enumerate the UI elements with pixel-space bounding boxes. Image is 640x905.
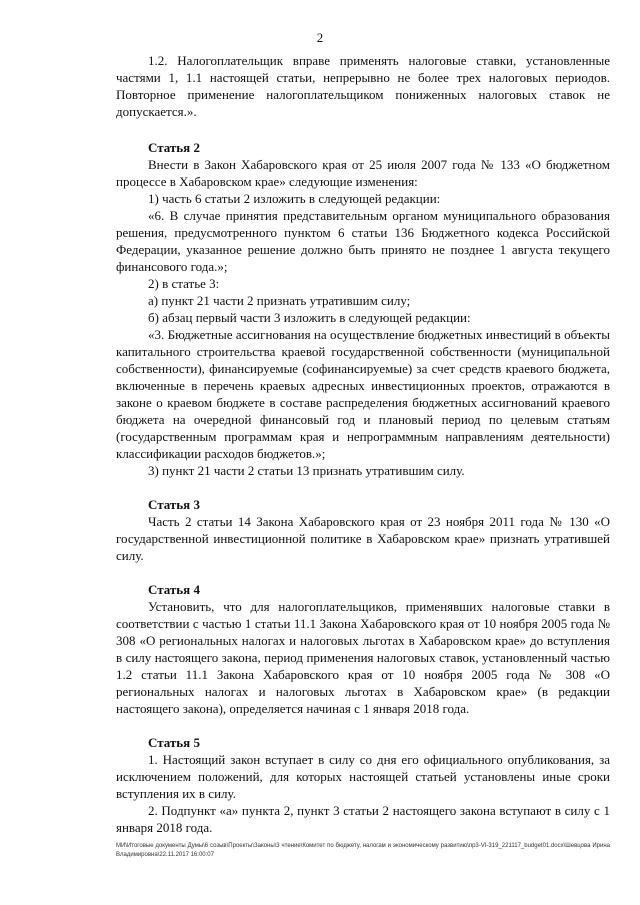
article-2-item-2b: б) абзац первый части 3 изложить в следующей редакции: xyxy=(148,310,471,325)
article-4-text: Установить, что для налогоплательщиков, применявших налоговые ставки в соответствии с частью 1 статьи 11.1 Закона Хабаровского края от 10 ноября 2005 года № 308 «О региональных налогах и налоговых льготах в Хабаровском крае» до вступления в силу настоящего закона, период применения налоговых ставок, установленный частью 1.2 статьи 11.1 Закона Хабаровского края от 10 ноября 2005 года № 308 «О региональных налогах и налоговых льготах в Хабаровском крае» (в редакции настоящего закона), определяется начиная с 1 января 2018 года. xyxy=(116,599,610,716)
article-2-intro: Внести в Закон Хабаровского края от 25 июля 2007 года № 133 «О бюджетном процессе в Хабаровском крае» следующие изменения: xyxy=(116,157,610,189)
article-2-item-2a: а) пункт 21 части 2 признать утратившим силу; xyxy=(148,293,411,308)
article-2-item-2: 2) в статье 3: xyxy=(148,276,220,291)
document-body xyxy=(116,52,610,836)
article-5-title: Статья 5 xyxy=(148,735,200,750)
paragraph-1-2: 1.2. Налогоплательщик вправе применять налоговые ставки, установленные частями 1, 1.1 настоящей статьи, непрерывно не более трех налоговых периодов. Повторное применение налогоплательщиком пониженных налоговых ставок не допускается.». xyxy=(116,53,610,119)
article-5-part-1: 1. Настоящий закон вступает в силу со дня его официального опубликования, за исключением положений, для которых настоящей статьей установлены иные сроки вступления их в силу. xyxy=(116,752,610,801)
article-2-item-1-text: «6. В случае принятия представительным органом муниципального образования решения, предусмотренного пунктом 6 статьи 136 Бюджетного кодекса Российской Федерации, указанное решение должно быть принято не позднее 1 августа текущего финансового года.»; xyxy=(116,208,610,274)
page-number: 2 xyxy=(316,30,324,45)
file-path-footer: МИ\Итоговые документы Думы\6 созыв\Проекты\Законы\3 чтение\Комитет по бюджету, налогам и экономическому развитию\пр3-VI-319_221117_budget01.docx\Шевцова Ирина Владимировна\22.11.2017 16:00:07 xyxy=(116,843,610,858)
article-3-title: Статья 3 xyxy=(148,497,200,512)
article-2-item-2b-text: «3. Бюджетные ассигнования на осуществление бюджетных инвестиций в объекты капитального строительства краевой государственной собственности (муниципальной собственности), финансируемые (софинансируемые) за счет средств краевого бюджета, включенные в перечень краевых адресных инвестиционных проектов, отражаются в законе о краевом бюджете в составе распределения бюджетных ассигнований краевого бюджета на очередной финансовый год и плановый период по целевым статьям (государственным программам края и непрограммным направлениям деятельности) классификации расходов бюджетов.»; xyxy=(116,327,610,461)
article-2-item-3: 3) пункт 21 части 2 статьи 13 признать утратившим силу. xyxy=(148,463,465,478)
article-5-part-2: 2. Подпункт «а» пункта 2, пункт 3 статьи 2 настоящего закона вступают в силу с 1 января 2018 года. xyxy=(116,803,610,835)
article-4-title: Статья 4 xyxy=(148,582,200,597)
article-3-text: Часть 2 статьи 14 Закона Хабаровского края от 23 ноября 2011 года № 130 «О государственной инвестиционной политике в Хабаровском крае» признать утратившей силу. xyxy=(116,514,610,563)
article-2-title: Статья 2 xyxy=(148,140,200,155)
article-2-item-1: 1) часть 6 статьи 2 изложить в следующей редакции: xyxy=(148,191,441,206)
